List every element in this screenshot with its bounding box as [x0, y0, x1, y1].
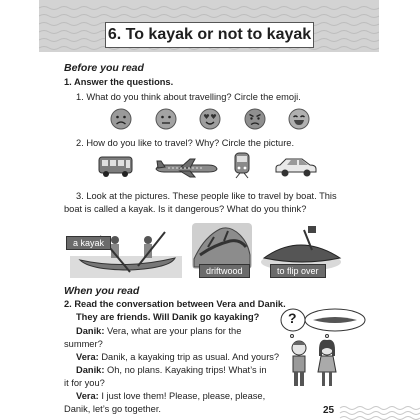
dialogue-line-4-cont: Danik, let’s go together.	[64, 404, 161, 414]
dialogue-text: I just love them! Please, please, please,	[98, 391, 266, 401]
when-you-read-heading: When you read	[64, 285, 140, 297]
neutral-face-icon[interactable]	[155, 108, 177, 130]
page-title: 6. To kayak or not to kayak	[105, 22, 314, 48]
question-3-line-1: 3. Look at the pictures. These people like to travel by boat. This	[76, 191, 337, 201]
dialogue-line-2	[76, 351, 281, 364]
driftwood-label: driftwood	[199, 264, 250, 278]
dialogue-line-1-cont: summer?	[64, 339, 103, 349]
kayak-label: a kayak	[66, 236, 111, 250]
kayak-picture	[70, 224, 182, 280]
question-3-line-2: boat is called a kayak. Is it dangerous? What do you think?	[64, 204, 307, 214]
dialogue-line-4	[76, 390, 276, 403]
before-you-read-heading: Before you read	[64, 62, 144, 74]
sad-face-icon[interactable]	[110, 108, 132, 130]
dialogue-line-1	[76, 325, 276, 338]
train-icon[interactable]	[232, 150, 252, 180]
dialogue-text: Oh, no plans. Kayaking trips! What’s in	[104, 365, 267, 375]
dialogue-line-3-cont: it for you?	[64, 378, 105, 388]
task-1-instruction: 1. Answer the questions.	[64, 77, 174, 87]
dialogue-text: Danik, a kayaking trip as usual. And yours?	[98, 352, 280, 362]
emoji-row	[110, 108, 310, 132]
task-2-line-2: They are friends. Will Danik go kayaking?	[76, 312, 260, 322]
car-icon[interactable]	[274, 157, 318, 179]
heart-eyes-face-icon[interactable]	[199, 108, 221, 130]
question-2: 2. How do you like to travel? Why? Circle the picture.	[76, 138, 295, 148]
dialogue-line-3	[76, 364, 276, 377]
speaker-danik: Danik:	[76, 326, 105, 336]
question-1: 1. What do you think about travelling? Circle the emoji.	[76, 92, 301, 102]
question-mark-bubble-text: ?	[288, 310, 297, 326]
laughing-face-icon[interactable]	[288, 108, 310, 130]
page-number: 25	[323, 405, 335, 416]
speaker-danik: Danik:	[76, 365, 105, 375]
airplane-icon[interactable]	[154, 158, 218, 178]
transport-row	[98, 150, 328, 182]
flip-over-label: to flip over	[270, 264, 326, 278]
speaker-vera: Vera:	[76, 352, 99, 362]
footer-wave-pattern	[0, 404, 420, 420]
angry-face-icon[interactable]	[244, 108, 266, 130]
bus-icon[interactable]	[98, 155, 134, 179]
task-2-line-1: 2. Read the conversation between Vera and Danik.	[64, 299, 286, 309]
speaker-vera: Vera:	[76, 391, 99, 401]
dialogue-text: Vera, what are your plans for the	[104, 326, 242, 336]
